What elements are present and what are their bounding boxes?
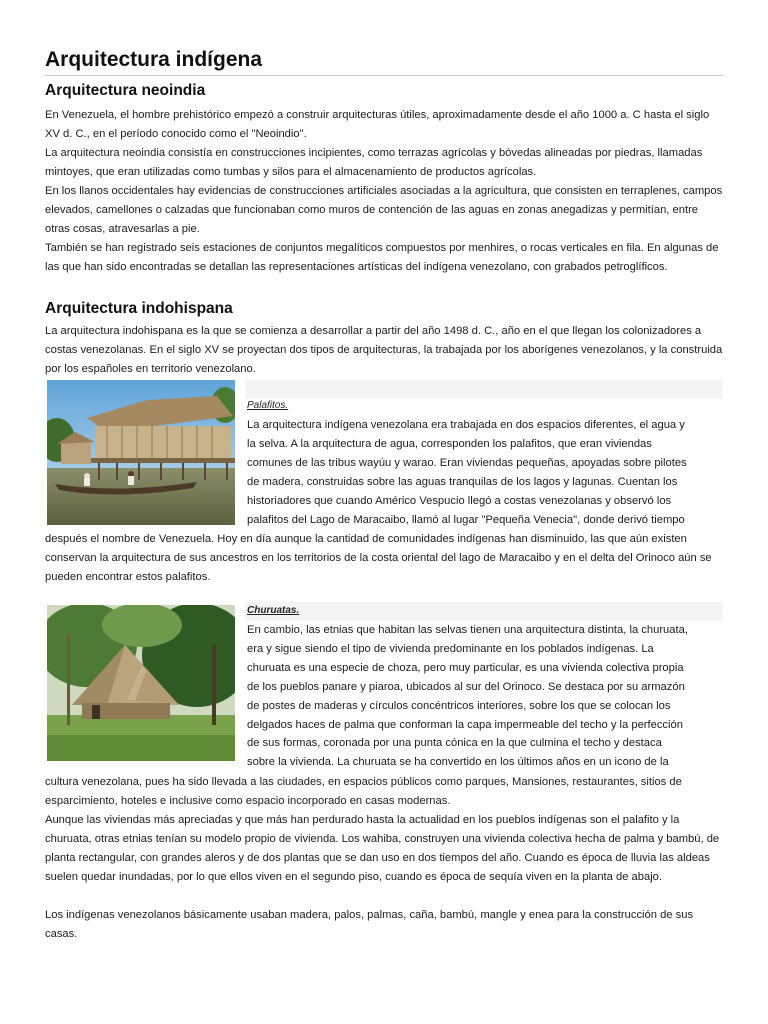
- figure-caption: Palafitos.: [247, 400, 289, 411]
- figure-caption: Churuatas.: [247, 605, 300, 616]
- churuatas-text: [247, 621, 725, 772]
- text-line: la selva. A la arquitectura de agua, corresponden los palafitos, que eran viviendas: [247, 437, 652, 450]
- paragraph: Los indígenas venezolanos básicamente usaban madera, palos, palmas, caña, bambú, mangle y enea para la construcción de sus casas.: [45, 909, 694, 940]
- text-line: En cambio, las etnias que habitan las selvas tienen una arquitectura distinta, la churuata,: [247, 624, 688, 636]
- text-line: de madera, construidas sobre las aguas tranquilas de los lagos y lagunas. Cuentan los: [247, 475, 678, 488]
- figure-caption-bar: [245, 602, 723, 621]
- paragraph: cultura venezolana, pues ha sido llevada a las ciudades, en espacios públicos como parques, Mansiones, restaurantes, sitios de esparcimiento, hoteles e inclusive como espacio incorporado en casas modernas.: [45, 776, 682, 807]
- page-title: Arquitectura indígena: [45, 48, 723, 76]
- paragraph: Aunque las viviendas más apreciadas y que más han perdurado hasta la actualidad en los pueblos indígenas son el palafito y la churuata, otras etnias tenían su modelo propio de vivienda. Los wahiba, construyen una vivienda colectiva hecha de palma y bambú, de planta rectangular, con grandes aleros y de dos plantas que se dan uso en dos tiempos del año. Cuando es época de lluvia las aldeas suelen quedar inundadas, por lo que ellos viven en el segundo piso, cuando es época de sequía viven en la planta de abajo.: [45, 814, 720, 883]
- text-line: de postes de maderas y círculos concéntricos interiores, sobre los que se colocan los: [247, 699, 671, 712]
- text-line: era y sigue siendo el tipo de vivienda predominante en los poblados indígenas. La: [247, 642, 654, 655]
- figure-caption-bar: [245, 380, 723, 399]
- text-line: de sus formas, coronada por una punta cónica en la que culmina el techo y destaca: [247, 737, 662, 750]
- palafitos-text: [247, 416, 725, 529]
- paragraph: También se han registrado seis estaciones de conjuntos megalíticos compuestos por menhires, o rocas verticales en fila. En algunas de las que han sido encontradas se detallan las representaciones artísticas del indígena venezolano, con grabados petroglíficos.: [45, 242, 719, 273]
- text-line: comunes de las tribus wayúu y warao. Eran viviendas pequeñas, apoyadas sobre pilotes: [247, 456, 687, 469]
- section-heading-indohispana: Arquitectura indohispana: [45, 300, 233, 317]
- paragraph: La arquitectura indohispana es la que se comienza a desarrollar a partir del año 1498 d. C., año en el que llegan los colonizadores a costas venezolanas. En el siglo XV se proyectan dos tipos de arquitecturas, la trabajada por los aborígenes venezolanos, y la construida por los españoles en territorio venezolano.: [45, 325, 723, 375]
- text-line: palafitos del Lago de Maracaibo, llamó al lugar "Pequeña Venecia", donde derivó tiempo: [247, 513, 685, 526]
- text-line: sobre la vivienda. La churuata se ha convertido en los últimos años en un icono de la: [247, 756, 669, 769]
- text-line: historiadores que cuando Américo Vespucio llegó a costas venezolanas y observó los: [247, 494, 672, 507]
- churuatas-photo: [47, 605, 235, 761]
- paragraph: En Venezuela, el hombre prehistórico empezó a construir arquitecturas útiles, aproximadamente desde el año 1000 a. C hasta el siglo XV d. C., en el período conocido como el "Neoindio".: [45, 109, 710, 140]
- palafitos-photo: [47, 380, 235, 525]
- paragraph: La arquitectura neoindia consistía en construcciones incipientes, como terrazas agrícolas y bóvedas alineadas por piedras, llamadas mintoyes, que eran utilizadas como tumbas y silos para el almacenamiento de productos agrícolas.: [45, 147, 703, 178]
- text-line: de los pueblos panare y piaroa, ubicados al sur del Orinoco. Se destaca por su armazón: [247, 680, 685, 693]
- text-line: delgados haces de palma que conforman la capa impermeable del techo y la perfección: [247, 718, 683, 731]
- text-line: La arquitectura indígena venezolana era trabajada en dos espacios diferentes, el agua y: [247, 419, 685, 431]
- text-line: churuata es una especie de choza, pero muy particular, es una vivienda colectiva propia: [247, 661, 684, 674]
- paragraph: En los llanos occidentales hay evidencias de construcciones artificiales asociadas a la agricultura, que consisten en terraplenes, campos elevados, camellones o calzadas que funcionaban como muros de contención de las aguas en zonas anegadizas y permitían, entre otras cosas, atravesarlas a pie.: [45, 185, 723, 235]
- paragraph: después el nombre de Venezuela. Hoy en día aunque la cantidad de comunidades indígenas han disminuido, las que aún existen conservan la arquitectura de sus ancestros en los territorios de la costa oriental del lago de Maracaibo y en el delta del Orinoco aún se pueden encontrar estos palafitos.: [45, 533, 712, 583]
- section-heading-neoindia: Arquitectura neoindia: [45, 82, 206, 99]
